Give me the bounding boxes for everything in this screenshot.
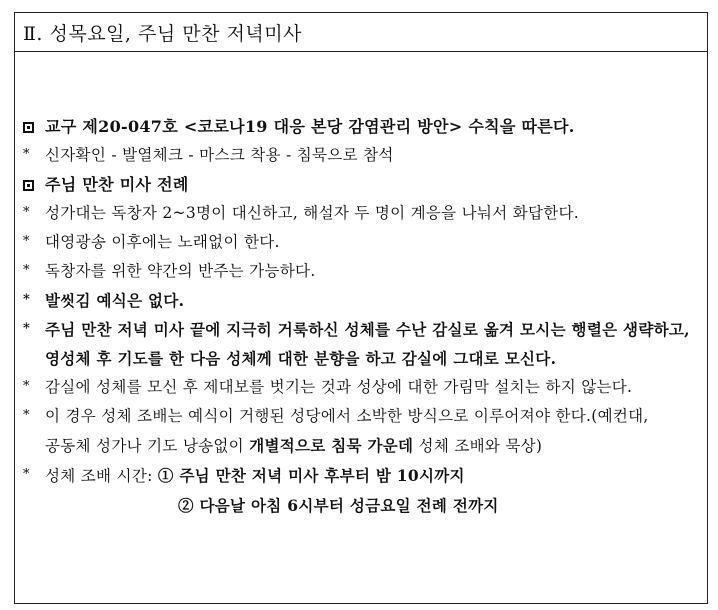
asterisk-bullet: *	[23, 234, 30, 249]
adoration-time-label: 성체 조배 시간:	[45, 467, 158, 485]
list-item	[23, 228, 699, 257]
page-title: Ⅱ. 성목요일, 주님 만찬 저녁미사	[15, 13, 707, 52]
list-item	[23, 141, 699, 170]
list-item	[23, 286, 699, 315]
asterisk-bullet: *	[23, 321, 30, 336]
asterisk-bullet: *	[23, 467, 30, 482]
rite-item-text: 독창자를 위한 약간의 반주는 가능하다.	[45, 262, 316, 280]
adoration-time-first: ① 주님 만찬 저녁 미사 후부터 밤 10시까지	[157, 466, 465, 485]
asterisk-bullet: *	[23, 147, 30, 162]
adoration-time-second-line	[23, 491, 699, 520]
document-body	[15, 52, 707, 520]
list-item	[23, 257, 699, 286]
rite-item-text: 감실에 성체를 모신 후 제대보를 벗기는 것과 성상에 대한 가림막 설치는 하지 않는다.	[45, 378, 633, 396]
directive-line	[23, 112, 699, 141]
asterisk-bullet: *	[23, 205, 30, 220]
list-item	[23, 315, 699, 373]
document-box	[14, 12, 708, 604]
asterisk-bullet: *	[23, 408, 30, 423]
rite-item-text: 주님 만찬 저녁 미사 끝에 지극히 거룩하신 성체를 수난 감실로 옮겨 모시는 행렬은 생략하고, 영성체 후 기도를 한 다음 성체께 대한 분향을 하고 감실에 그대로 모신다.	[45, 320, 690, 368]
asterisk-bullet: *	[23, 379, 30, 394]
adoration-emphasis: 개별적으로 침묵 가운데	[249, 436, 414, 455]
asterisk-bullet: *	[23, 263, 30, 278]
rite-item-text: 대영광송 이후에는 노래없이 한다.	[45, 233, 280, 251]
asterisk-bullet: *	[23, 292, 30, 307]
directive-text: 교구 제20-047호 <코로나19 대응 본당 감염관리 방안> 수칙을 따른다.	[45, 117, 575, 136]
list-item	[23, 199, 699, 228]
rite-item-text: 발씻김 예식은 없다.	[45, 291, 185, 310]
square-bullet-icon	[23, 112, 45, 141]
square-bullet-icon	[23, 170, 45, 199]
blank-space	[23, 58, 699, 112]
directive-item-text: 신자확인 - 발열체크 - 마스크 착용 - 침묵으로 참석	[45, 146, 394, 164]
list-item	[23, 402, 699, 461]
adoration-part3: 성체 조배와 묵상)	[413, 437, 543, 455]
adoration-part1: 이 경우 성체 조배는 예식이 거행된 성당에서 소박한 방식으로 이루어져야 한다.(예컨대, 공동체 성가나 기도 낭송없이	[45, 407, 649, 455]
adoration-text	[45, 402, 699, 461]
rite-heading: 주님 만찬 미사 전례	[45, 175, 189, 194]
list-item	[23, 461, 699, 491]
rite-heading-line	[23, 170, 699, 199]
adoration-time-second: ② 다음날 아침 6시부터 성금요일 전례 전까지	[178, 496, 499, 515]
adoration-time	[45, 461, 699, 491]
list-item	[23, 373, 699, 402]
rite-item-text: 성가대는 독창자 2~3명이 대신하고, 해설자 두 명이 계응을 나눠서 화답한다.	[45, 204, 580, 222]
